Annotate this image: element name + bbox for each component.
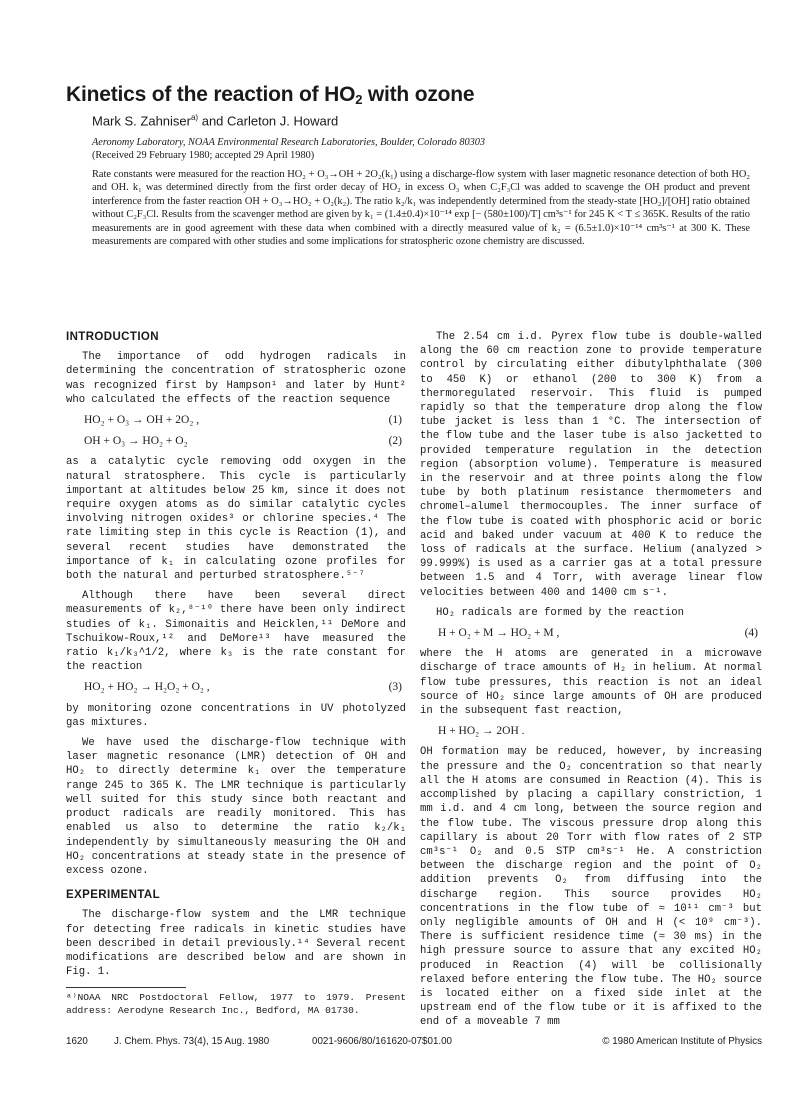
abstract: Rate constants were measured for the reaction HO₂ + O₃→OH + 2O₂(k₁) using a discharge-flow system with laser magnetic resonance detection of both HO₂ and OH. k₁ was determined directly from the first order decay of HO₂ in excess O₃ when C₂F₃Cl was added to scavenge the OH product and prevent interference from the faster reaction OH + O₃→HO₂ + O₂(k₂). The ratio k₂/k₁ was independently determined from the steady-state [HO₂]/[OH] ratio obtained without C₂F₃Cl. Results from the scavenger method are given by k₁ = (1.4±0.4)×10⁻¹⁴ exp [− (580±100)/T] cm³s⁻¹ for 245 K < T ≤ 365K. Results of the ratio measurements are in good agreement with these data when combined with a directly measured value of k₂ = (6.5±1.0)×10⁻¹⁴ cm³s⁻¹ at 300 K. These measurements are compared with other studies and some implications for stratospheric ozone chemistry are discussed. [92, 169, 750, 248]
page-number: 1620 [66, 1036, 88, 1047]
paragraph: Although there have been several direct measurements of k₂,⁸⁻¹⁰ there have been only indirect studies of k₁. Simonaitis and Heicklen,¹¹ DeMore and Tschuikow-Roux,¹² and DeMore¹³ have measured the ratio k₁/k₃^1/2, where k₃ is the rate constant for the reaction [66, 590, 406, 674]
right-column [420, 330, 762, 1036]
equation-text: OH + O₃ → HO₂ + O₂ [84, 435, 188, 448]
section-heading-introduction: INTRODUCTION [66, 331, 159, 343]
equation-2 [66, 434, 406, 448]
page-footer [66, 1036, 762, 1047]
received-dates: (Received 29 February 1980; accepted 29 April 1980) [92, 150, 315, 161]
authors [92, 113, 338, 128]
footnote-divider [66, 987, 186, 988]
footnote: ᵃ⁾NOAA NRC Postdoctoral Fellow, 1977 to 1979. Present address: Aerodyne Research Inc., Bedford, MA 01730. [66, 992, 406, 1016]
equation-3 [66, 680, 406, 694]
section-heading-experimental: EXPERIMENTAL [66, 889, 161, 902]
article-title [66, 83, 474, 107]
equation-text: H + HO₂ → 2OH . [438, 725, 525, 738]
author-footnote-mark: a) [190, 113, 199, 122]
paragraph: The 2.54 cm i.d. Pyrex flow tube is double-walled along the 60 cm reaction zone to provide temperature control by circulating either dibutylphthalate (300 to 450 K) or ethanol (200 to 300 K) from a thermoregulated reservoir. This fluid is pumped rapidly so that the temperature drop along the flow tube jacket is less than 1 °C. The intersection of the flow tube and the laser tube is also jacketted to provided temperature regulation in the detection region (absorption volume). Temperature is measured in the reservoir and at three points along the flow tube by both platinum resistance thermometers and chromel–alumel thermocouples. The inner surface of the flow tube is coated with phosphoric acid or boric acid and baked under vacuum at 400 K to reduce the loss of radicals at the surface. Helium (analyzed > 99.999%) is used as a carrier gas at a total pressure between 1.5 and 4 Torr, with average linear flow velocities between 400 and 1400 cm s⁻¹. [420, 331, 762, 599]
affiliation: Aeronomy Laboratory, NOAA Environmental Research Laboratories, Boulder, Colorado 80303 [92, 137, 486, 148]
equation-text: HO₂ + O₃ → OH + 2O₂ , [84, 414, 200, 427]
author-2: and Carleton J. Howard [198, 113, 339, 129]
title-text-end: with ozone [362, 83, 475, 106]
equation-1 [66, 413, 406, 427]
equation-number: (3) [388, 681, 402, 694]
equation-number: (4) [744, 627, 758, 640]
equation-text: H + O₂ + M → HO₂ + M , [438, 627, 560, 640]
copyright: © 1980 American Institute of Physics [602, 1036, 762, 1047]
title-subscript: 2 [355, 92, 363, 107]
equation-5 [420, 724, 762, 738]
paragraph: The discharge-flow system and the LMR technique for detecting free radicals in kinetic studies have been described in detail previously.¹⁴ Several recent modifications are described below and are shown in Fig. 1. [66, 909, 406, 979]
title-text: Kinetics of the reaction of HO [66, 83, 356, 106]
article-code: 0021-9606/80/161620-07$01.00 [312, 1036, 453, 1047]
equation-4 [420, 626, 762, 640]
paragraph: The importance of odd hydrogen radicals in determining the concentration of stratospheric ozone was recognized first by Hampson¹ and later by Hunt² who calculated the effects of the reaction sequence [66, 351, 406, 406]
paragraph: We have used the discharge-flow technique with laser magnetic resonance (LMR) detection of OH and HO₂ to directly determine k₁ over the temperature range 245 to 365 K. The LMR technique is particularly well suited for this study since both reactant and product radicals are readily monitored. This has enabled us also to determine the ratio k₂/k₁ independently by simultaneously measuring the OH and HO₂ concentrations at steady state in the presence of excess ozone. [66, 737, 406, 877]
paragraph: as a catalytic cycle removing odd oxygen in the natural stratosphere. This cycle is particularly important at altitudes below 25 km, since it does not require oxygen atoms as do similar catalytic cycles involving nitrogen oxides³ or chlorine species.⁴ The rate limiting step in this cycle is Reaction (1), and several recent studies have demonstrated the importance of k₁ in calculating ozone profiles for both the natural and perturbed stratosphere.⁵⁻⁷ [66, 456, 406, 583]
journal-citation: J. Chem. Phys. 73(4), 15 Aug. 1980 [114, 1036, 270, 1047]
left-column [66, 330, 406, 1023]
equation-text: HO₂ + HO₂ → H₂O₂ + O₂ , [84, 681, 210, 694]
equation-number: (2) [388, 435, 402, 448]
paragraph: where the H atoms are generated in a microwave discharge of trace amounts of H₂ in helium. At normal flow tube pressures, this reaction is not an ideal source of HO₂ since large amounts of OH are produced in the subsequent fast reaction, [420, 648, 762, 718]
equation-number: (1) [388, 414, 402, 427]
author-1: Mark S. Zahniser [92, 113, 191, 129]
paragraph: OH formation may be reduced, however, by increasing the pressure and the O₂ concentration so that nearly all the H atoms are consumed in Reaction (4). This is accomplished by placing a capillary constriction, 1 mm i.d. and 4 cm long, between the source region and the flow tube. The viscous pressure drop along this capillary is about 20 Torr with flow rates of 2 STP cm³s⁻¹ O₂ and 0.5 STP cm³s⁻¹ He. A constriction between the discharge region and the point of O₂ addition prevents O₂ from diffusing into the discharge region. This source provides HO₂ concentrations in the flow tube of ≈ 10¹¹ cm⁻³ but only negligible amounts of OH and H (< 10⁹ cm⁻³). There is sufficient residence time (≈ 30 ms) in the high pressure source to assure that any excited HO₂ produced in Reaction (4) will be collisionally relaxed before entering the flow tube. The HO₂ source is located either on a fixed side inlet at the upstream end of the flow tube or it is affixed to the end of a moveable 7 mm [420, 746, 762, 1029]
paragraph: HO₂ radicals are formed by the reaction [436, 606, 684, 619]
paragraph: by monitoring ozone concentrations in UV photolyzed gas mixtures. [66, 702, 406, 729]
